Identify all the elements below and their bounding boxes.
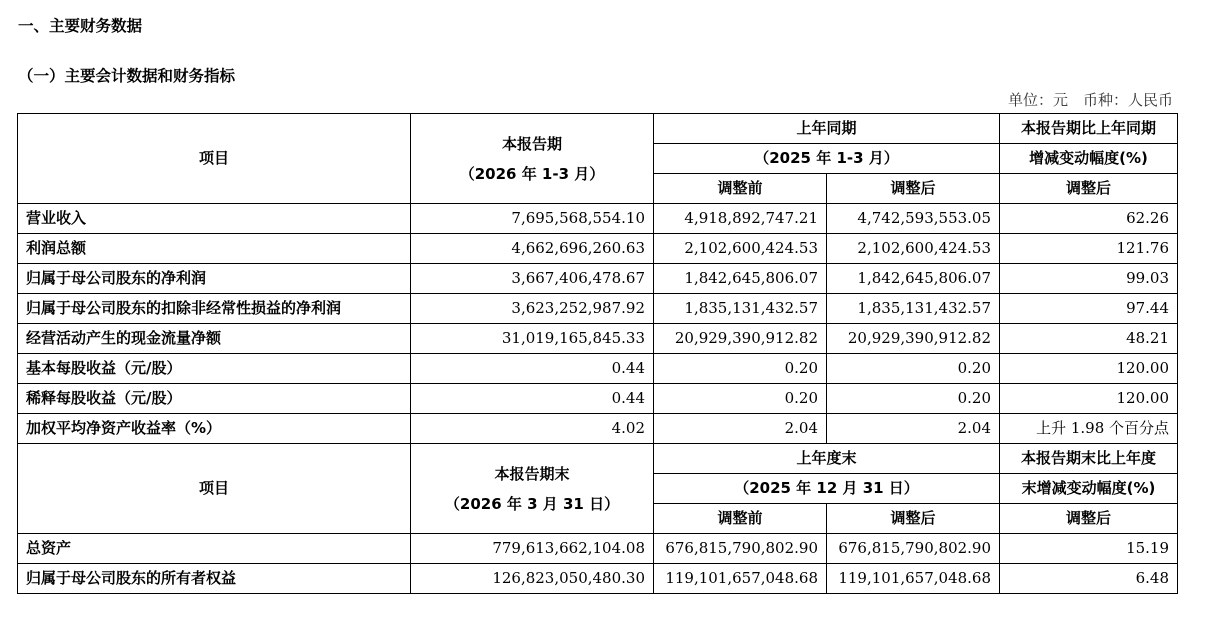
subsection-heading: （一）主要会计数据和财务指标	[18, 67, 236, 85]
after-adjustment-value: 4,742,593,553.05	[827, 204, 1000, 234]
header-current-period	[411, 114, 654, 204]
header-item-cell	[18, 114, 411, 204]
before-adjustment-value: 0.20	[654, 354, 827, 384]
header-current-period-end	[411, 444, 654, 534]
before-adjustment-value: 4,918,892,747.21	[654, 204, 827, 234]
current-value: 0.44	[411, 354, 654, 384]
header-after-adjustment: 调整后	[827, 504, 1000, 534]
header-prior-line2: （2025 年 1-3 月）	[754, 149, 899, 167]
current-value: 3,623,252,987.92	[411, 294, 654, 324]
current-value: 0.44	[411, 384, 654, 414]
unit-note: 单位：元 币种：人民币	[1007, 91, 1173, 109]
before-adjustment-value: 119,101,657,048.68	[654, 564, 827, 594]
current-value: 779,613,662,104.08	[411, 534, 654, 564]
header-change-adjustment: 调整后	[1000, 504, 1178, 534]
change-value: 97.44	[1000, 294, 1178, 324]
after-adjustment-value: 119,101,657,048.68	[827, 564, 1000, 594]
header-change-line1: 本报告期比上年同期	[1021, 119, 1157, 137]
change-value: 62.26	[1000, 204, 1178, 234]
header-change-line1-cell	[1000, 444, 1178, 474]
header-before-adjustment: 调整前	[654, 174, 827, 204]
header-item-label: 项目	[198, 149, 229, 167]
change-value: 121.76	[1000, 234, 1178, 264]
after-adjustment-value: 676,815,790,802.90	[827, 534, 1000, 564]
change-value: 99.03	[1000, 264, 1178, 294]
change-value: 上升 1.98 个百分点	[1000, 414, 1178, 444]
change-value: 120.00	[1000, 384, 1178, 414]
header-change-adjustment: 调整后	[1000, 174, 1178, 204]
before-adjustment-value: 0.20	[654, 384, 827, 414]
header-change-line2: 末增减变动幅度(%)	[1021, 479, 1156, 497]
table-row	[18, 324, 1178, 354]
after-adjustment-value: 2,102,600,424.53	[827, 234, 1000, 264]
row-label: 利润总额	[18, 234, 411, 264]
header-prior-line2: （2025 年 12 月 31 日）	[734, 479, 919, 497]
header-prior-line2-cell	[654, 144, 1000, 174]
header-row-top-1	[18, 114, 1178, 144]
table-row	[18, 204, 1178, 234]
current-value: 4,662,696,260.63	[411, 234, 654, 264]
table-row	[18, 414, 1178, 444]
header-change-line2: 增减变动幅度(%)	[1029, 149, 1148, 167]
after-adjustment-value: 20,929,390,912.82	[827, 324, 1000, 354]
header-change-line2-cell	[1000, 474, 1178, 504]
section-heading: 一、主要财务数据	[18, 17, 143, 35]
before-adjustment-value: 2.04	[654, 414, 827, 444]
header-current-line1: 本报告期	[501, 134, 562, 153]
after-adjustment-value: 1,842,645,806.07	[827, 264, 1000, 294]
header-prior-line1: 上年度末	[796, 449, 857, 467]
current-value: 126,823,050,480.30	[411, 564, 654, 594]
header-prior-line1-cell	[654, 114, 1000, 144]
row-label: 归属于母公司股东的净利润	[18, 264, 411, 294]
header-row-bottom-1	[18, 444, 1178, 474]
before-adjustment-value: 676,815,790,802.90	[654, 534, 827, 564]
change-value: 15.19	[1000, 534, 1178, 564]
table-row	[18, 354, 1178, 384]
header-after-adjustment: 调整后	[827, 174, 1000, 204]
row-label: 营业收入	[18, 204, 411, 234]
header-current-line2: （2026 年 1-3 月）	[459, 164, 605, 183]
current-value: 7,695,568,554.10	[411, 204, 654, 234]
after-adjustment-value: 1,835,131,432.57	[827, 294, 1000, 324]
table-row	[18, 234, 1178, 264]
row-label: 经营活动产生的现金流量净额	[18, 324, 411, 354]
row-label: 稀释每股收益（元/股）	[18, 384, 411, 414]
header-prior-line1-cell	[654, 444, 1000, 474]
change-value: 6.48	[1000, 564, 1178, 594]
table-row	[18, 294, 1178, 324]
change-value: 120.00	[1000, 354, 1178, 384]
before-adjustment-value: 1,835,131,432.57	[654, 294, 827, 324]
row-label: 总资产	[18, 534, 411, 564]
row-label: 归属于母公司股东的扣除非经常性损益的净利润	[18, 294, 411, 324]
header-before-adjustment: 调整前	[654, 504, 827, 534]
table-row	[18, 564, 1178, 594]
header-current-line2: （2026 年 3 月 31 日）	[444, 494, 620, 513]
before-adjustment-value: 20,929,390,912.82	[654, 324, 827, 354]
row-label: 基本每股收益（元/股）	[18, 354, 411, 384]
header-current-line1: 本报告期末	[494, 464, 570, 483]
header-change-line2-cell	[1000, 144, 1178, 174]
header-change-line1: 本报告期末比上年度	[1021, 449, 1157, 467]
header-change-line1-cell	[1000, 114, 1178, 144]
header-item-label: 项目	[198, 479, 229, 497]
row-label: 归属于母公司股东的所有者权益	[18, 564, 411, 594]
header-item-cell	[18, 444, 411, 534]
current-value: 3,667,406,478.67	[411, 264, 654, 294]
current-value: 4.02	[411, 414, 654, 444]
before-adjustment-value: 2,102,600,424.53	[654, 234, 827, 264]
change-value: 48.21	[1000, 324, 1178, 354]
table-row	[18, 264, 1178, 294]
header-prior-line1: 上年同期	[796, 119, 857, 137]
current-value: 31,019,165,845.33	[411, 324, 654, 354]
after-adjustment-value: 0.20	[827, 354, 1000, 384]
header-prior-line2-cell	[654, 474, 1000, 504]
row-label: 加权平均净资产收益率（%）	[18, 414, 411, 444]
table-row	[18, 534, 1178, 564]
table-row	[18, 384, 1178, 414]
before-adjustment-value: 1,842,645,806.07	[654, 264, 827, 294]
after-adjustment-value: 2.04	[827, 414, 1000, 444]
after-adjustment-value: 0.20	[827, 384, 1000, 414]
financial-data-table	[17, 113, 1178, 594]
